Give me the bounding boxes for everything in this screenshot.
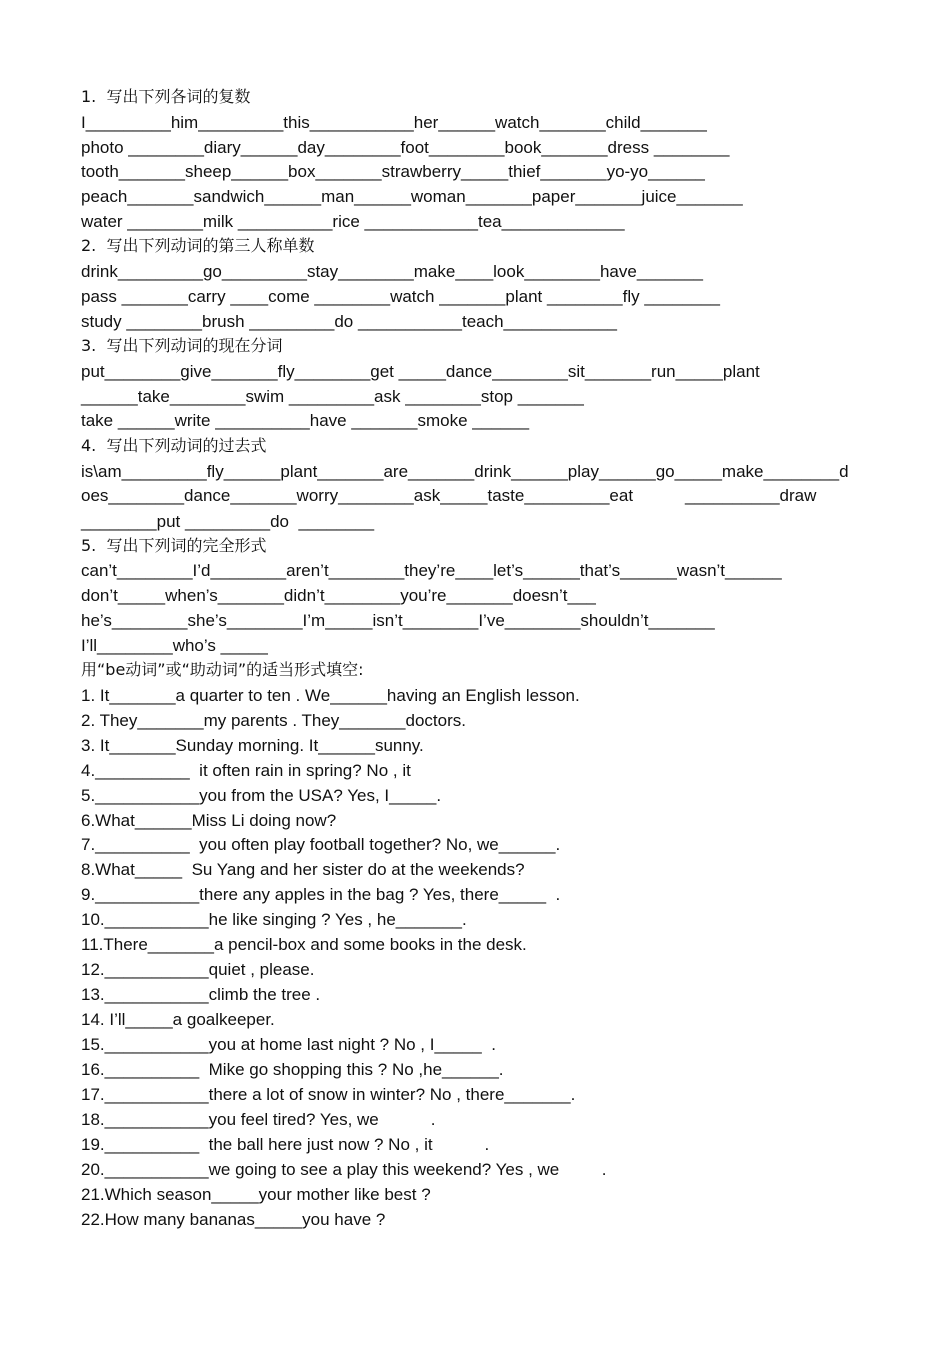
plural-row-1: I_________him_________this___________her______watch_______child_______ [81,113,707,132]
exercise-item-15: 15.___________you at home last night ? No , I_____ . [81,1035,496,1054]
third-person-row-3: study ________brush _________do ___________teach____________ [81,312,618,331]
exercise-item-3: 3. It_______Sunday morning. It______sunny. [81,736,424,755]
exercise-item-21: 21.Which season_____your mother like best ? [81,1185,431,1204]
third-person-row-2: pass _______carry ____come ________watch _______plant ________fly ________ [81,287,720,306]
exercise-item-16: 16.__________ Mike go shopping this ? No ,he______. [81,1060,504,1079]
exercise-item-13: 13.___________climb the tree . [81,985,321,1004]
participle-row-2: ______take________swim _________ask ________stop _______ [81,387,584,406]
past-tense-row-2: oes________dance_______worry________ask_____taste_________eat __________draw [81,486,817,505]
exercise-item-9: 9.___________there any apples in the bag ? Yes, there_____ . [81,885,561,904]
exercise-item-8: 8.What_____ Su Yang and her sister do at the weekends? [81,860,525,879]
section-3-heading: 3. 写出下列动词的现在分词 [81,336,283,355]
plural-row-4: peach_______sandwich______man______woman_______paper_______juice_______ [81,187,743,206]
exercise-item-14: 14. I’ll_____a goalkeeper. [81,1010,275,1029]
exercise-item-11: 11.There_______a pencil-box and some books in the desk. [81,935,527,954]
full-form-row-3: he’s________she’s________I’m_____isn’t________I’ve________shouldn’t_______ [81,611,715,630]
exercise-item-5: 5.___________you from the USA? Yes, I_____. [81,786,442,805]
exercise-item-7: 7.__________ you often play football together? No, we______. [81,835,561,854]
exercise-item-17: 17.___________there a lot of snow in winter? No , there_______. [81,1085,576,1104]
exercise-item-2: 2. They_______my parents . They_______doctors. [81,711,466,730]
exercise-item-20: 20.___________we going to see a play this weekend? Yes , we . [81,1160,607,1179]
section-5-heading: 5. 写出下列词的完全形式 [81,536,267,555]
third-person-row-1: drink_________go_________stay________make____look________have_______ [81,262,704,281]
exercise-item-18: 18.___________you feel tired? Yes, we . [81,1110,436,1129]
exercise-item-12: 12.___________quiet , please. [81,960,315,979]
full-form-row-1: can’t________I’d________aren’t________they’re____let’s______that’s______wasn’t______ [81,561,782,580]
exercise-item-19: 19.__________ the ball here just now ? No , it . [81,1135,490,1154]
plural-row-2: photo ________diary______day________foot________book_______dress ________ [81,138,730,157]
past-tense-row-3: ________put _________do ________ [81,512,375,531]
exercise-item-1: 1. It_______a quarter to ten . We______having an English lesson. [81,686,580,705]
past-tense-row-1: is\am_________fly______plant_______are_______drink______play______go_____make________d [81,462,849,481]
participle-row-3: take ______write __________have _______smoke ______ [81,411,530,430]
plural-row-5: water ________milk __________rice ____________tea_____________ [81,212,625,231]
exercise-item-6: 6.What______Miss Li doing now? [81,811,337,830]
section-6-heading: 用“be动词”或“助动词”的适当形式填空: [81,660,364,679]
section-1-heading: 1. 写出下列各词的复数 [81,87,251,106]
participle-row-1: put________give_______fly________get _____dance________sit_______run_____plant [81,362,760,381]
full-form-row-4: I’ll________who’s _____ [81,636,268,655]
section-2-heading: 2. 写出下列动词的第三人称单数 [81,236,315,255]
section-4-heading: 4. 写出下列动词的过去式 [81,436,267,455]
full-form-row-2: don’t_____when’s_______didn’t________you’re_______doesn’t___ [81,586,596,605]
exercise-item-10: 10.___________he like singing ? Yes , he_______. [81,910,467,929]
plural-row-3: tooth_______sheep______box_______strawberry_____thief_______yo-yo______ [81,162,705,181]
exercise-item-4: 4.__________ it often rain in spring? No , it [81,761,411,780]
exercise-item-22: 22.How many bananas_____you have ? [81,1210,386,1229]
